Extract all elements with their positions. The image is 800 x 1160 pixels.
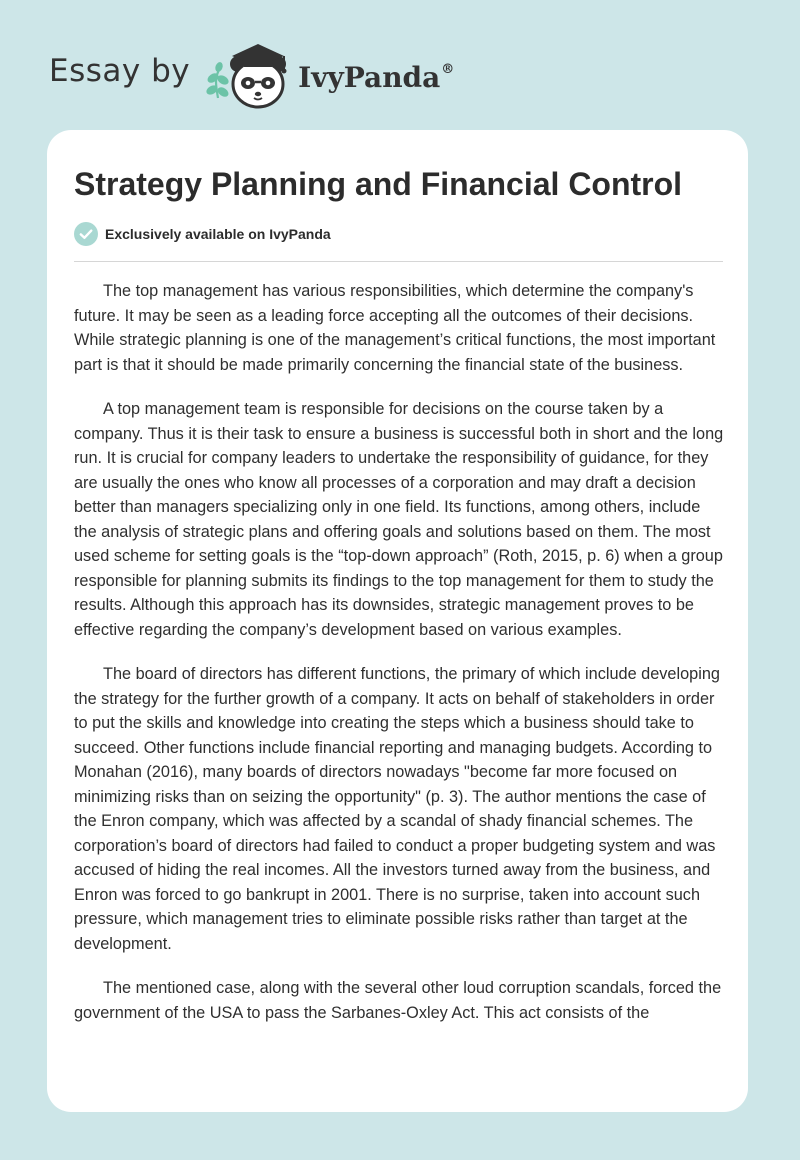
paragraph: The mentioned case, along with the several other loud corruption scandals, forced the government of the USA to pass the Sarbanes-Oxley Act. This act consists of the: [74, 979, 722, 1022]
title-divider: [74, 261, 723, 262]
brand-name-text: IvyPanda: [298, 60, 441, 94]
site-header: [49, 34, 454, 114]
exclusive-badge-text: Exclusively available on IvyPanda: [105, 226, 331, 242]
essay-title: Strategy Planning and Financial Control: [74, 166, 683, 202]
essay-card: [47, 130, 748, 1112]
panda-logo-icon[interactable]: [204, 34, 300, 114]
paragraph: The board of directors has different functions, the primary of which include developing the strategy for the further growth of a company. It acts on behalf of stakeholders in order to put the skills and knowledge into creating the steps which a business should take to succeed. Other functions include financial reporting and managing budgets. According to Monahan (2016), many boards of directors nowadays "become far more focused on minimizing risks than on seizing the opportunity" (p. 3). The author mentions the case of the Enron company, which was affected by a scandal of shady financial schemes. The corporation’s board of directors had failed to conduct a proper budgeting system and was accused of hiding the real incomes. All the investors turned away from the business, and Enron was forced to go bankrupt in 2001. There is no surprise, taken into account such pressure, which management tries to eliminate possible risks rather than target at the development.: [74, 665, 720, 953]
exclusive-badge: [74, 222, 331, 246]
brand-prefix: Essay by: [49, 53, 191, 89]
paragraph: The top management has various responsibilities, which determine the company's future. It may be seen as a leading force accepting all the outcomes of their decisions. While strategic planning is one of the management’s critical functions, the most important part is that it should be made primarily concerning the financial state of the business.: [74, 282, 716, 374]
essay-body: [74, 279, 724, 1045]
registered-mark: ®: [441, 61, 455, 77]
paragraph: A top management team is responsible for decisions on the course taken by a company. Thus it is their task to ensure a business is successful both in short and the long run. It is crucial for company leaders to undertake the responsibility of guidance, for they are usually the ones who know all processes of a corporation and may draft a decision better than managers specializing only in one field. Its functions, among others, include the analysis of strategic plans and offering goals and solutions based on them. The most used scheme for setting goals is the “top-down approach” (Roth, 2015, p. 6) when a group responsible for planning submits its findings to the top management for them to study the results. Although this approach has its downsides, strategic management proves to be effective regarding the company’s development based on various examples.: [74, 400, 724, 639]
brand-name[interactable]: [298, 61, 454, 94]
checkmark-circle-icon: [74, 222, 98, 246]
